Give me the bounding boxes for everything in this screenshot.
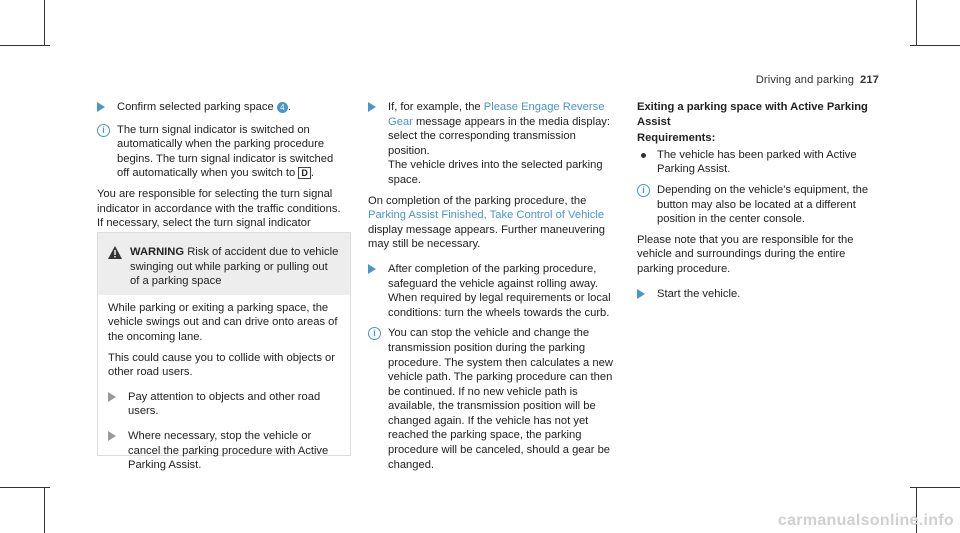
step-arrow-icon [108,431,116,441]
step-arrow-icon [368,264,376,274]
display-message-finished: Parking Assist Finished, Take Control of Vehicle [368,209,605,222]
warning-title: Risk of accident due to vehicle swinging out while parking or pulling out of a parking space [130,246,339,288]
section-title: Driving and parking [755,74,855,86]
info-button: i Depending on the vehicle's equipment, the button may also be located at a different position in the center console. [637,183,877,227]
info-turn-signal: i The turn signal indicator is switched on automatically when the parking procedure begins. The turn signal indicator is switched off automatically when you switch to D . [97,123,347,181]
step-reverse: If, for example, the Please Engage Reverse Gear message appears in the media display: select the corresponding transmission position. The vehicle drives into the selected parking space. [368,100,620,188]
column-3 [637,100,877,309]
step-arrow-icon [108,392,116,402]
warning-step-1: Pay attention to objects and other road users. [108,390,340,419]
crop-mark [0,487,50,488]
page-number: 217 [860,74,879,86]
warning-label: WARNING [130,246,185,258]
display-message-reverse: Please Engage Reverse Gear [388,101,605,128]
warning-body-2: This could cause you to collide with objects or other road users. [108,351,335,379]
info-icon: i [368,327,381,340]
step-after: After completion of the parking procedure, safeguard the vehicle against rolling away. When required by legal requirements or local conditions: turn the wheels towards the curb. [368,262,620,320]
warning-step-2: Where necessary, stop the vehicle or cancel the parking procedure with Active Parking Assist. [108,429,340,473]
step-arrow-icon [637,289,645,299]
crop-mark [916,0,917,46]
note-text: Please note that you are responsible for the vehicle and surroundings during the entire parking procedure. [637,233,854,275]
crop-mark [44,487,45,533]
column-1 [97,100,347,251]
info-stop: i You can stop the vehicle and change the transmission position during the parking procedure. The system then calculates a new vehicle path. The parking procedure can then be continued. If no new vehicle path is available, the transmission position will be changed again. If the vehicle has not yet reached the parking space, the parking procedure will be canceled, should a gear be changed. [368,326,620,472]
requirements-label: Requirements: [637,132,716,145]
bullet-icon [641,153,646,158]
info-icon: i [97,124,110,137]
warning-body-1: While parking or exiting a parking space, the vehicle swings out and can drive onto areas of the oncoming lane. [108,301,338,343]
crop-mark [910,45,960,46]
step-confirm: Confirm selected parking space 4 . [97,100,347,117]
crop-mark [910,487,960,488]
step-arrow-icon [97,102,105,112]
requirement-item: The vehicle has been parked with Active Parking Assist. [637,148,877,177]
warning-box [97,232,351,472]
watermark: carmanualsonline.info [777,512,954,530]
gear-d-key: D [298,167,311,179]
column-2: If, for example, the Please Engage Reverse Gear message appears in the media display: select the corresponding transmission position. The vehicle drives into the selected parking space. On completion of the parking procedure, the Parking Assist Finished, Take Control of Vehicle display message appears. Further maneuvering may still be necessary. After completion of the parking procedure, safeguard the vehicle against rolling away. When required by legal requirements or local conditions: turn the wheels towards the curb. i You can stop the vehicle and change the transmission position during the parking procedure. The system then calculates a new vehicle path. The parking procedure can then be continued. If no new vehicle path is available, the transmission position will be changed again. If the vehicle has not yet reached the parking space, the parking procedure will be canceled, should a gear be changed. [368,100,620,478]
warning-triangle-icon [108,245,130,289]
callout-number-icon: 4 [277,102,288,113]
step-arrow-icon [368,102,376,112]
responsible-text: You are responsible for selecting the turn signal indicator in accordance with the traffic conditions. If necessary, select the turn signal indicator [97,187,341,230]
page-header [756,73,879,88]
info-icon: i [637,184,650,197]
step-start: Start the vehicle. [637,287,877,304]
section-heading: Exiting a parking space with Active Parking Assist [637,101,868,128]
crop-mark [0,45,50,46]
crop-mark [44,0,45,46]
